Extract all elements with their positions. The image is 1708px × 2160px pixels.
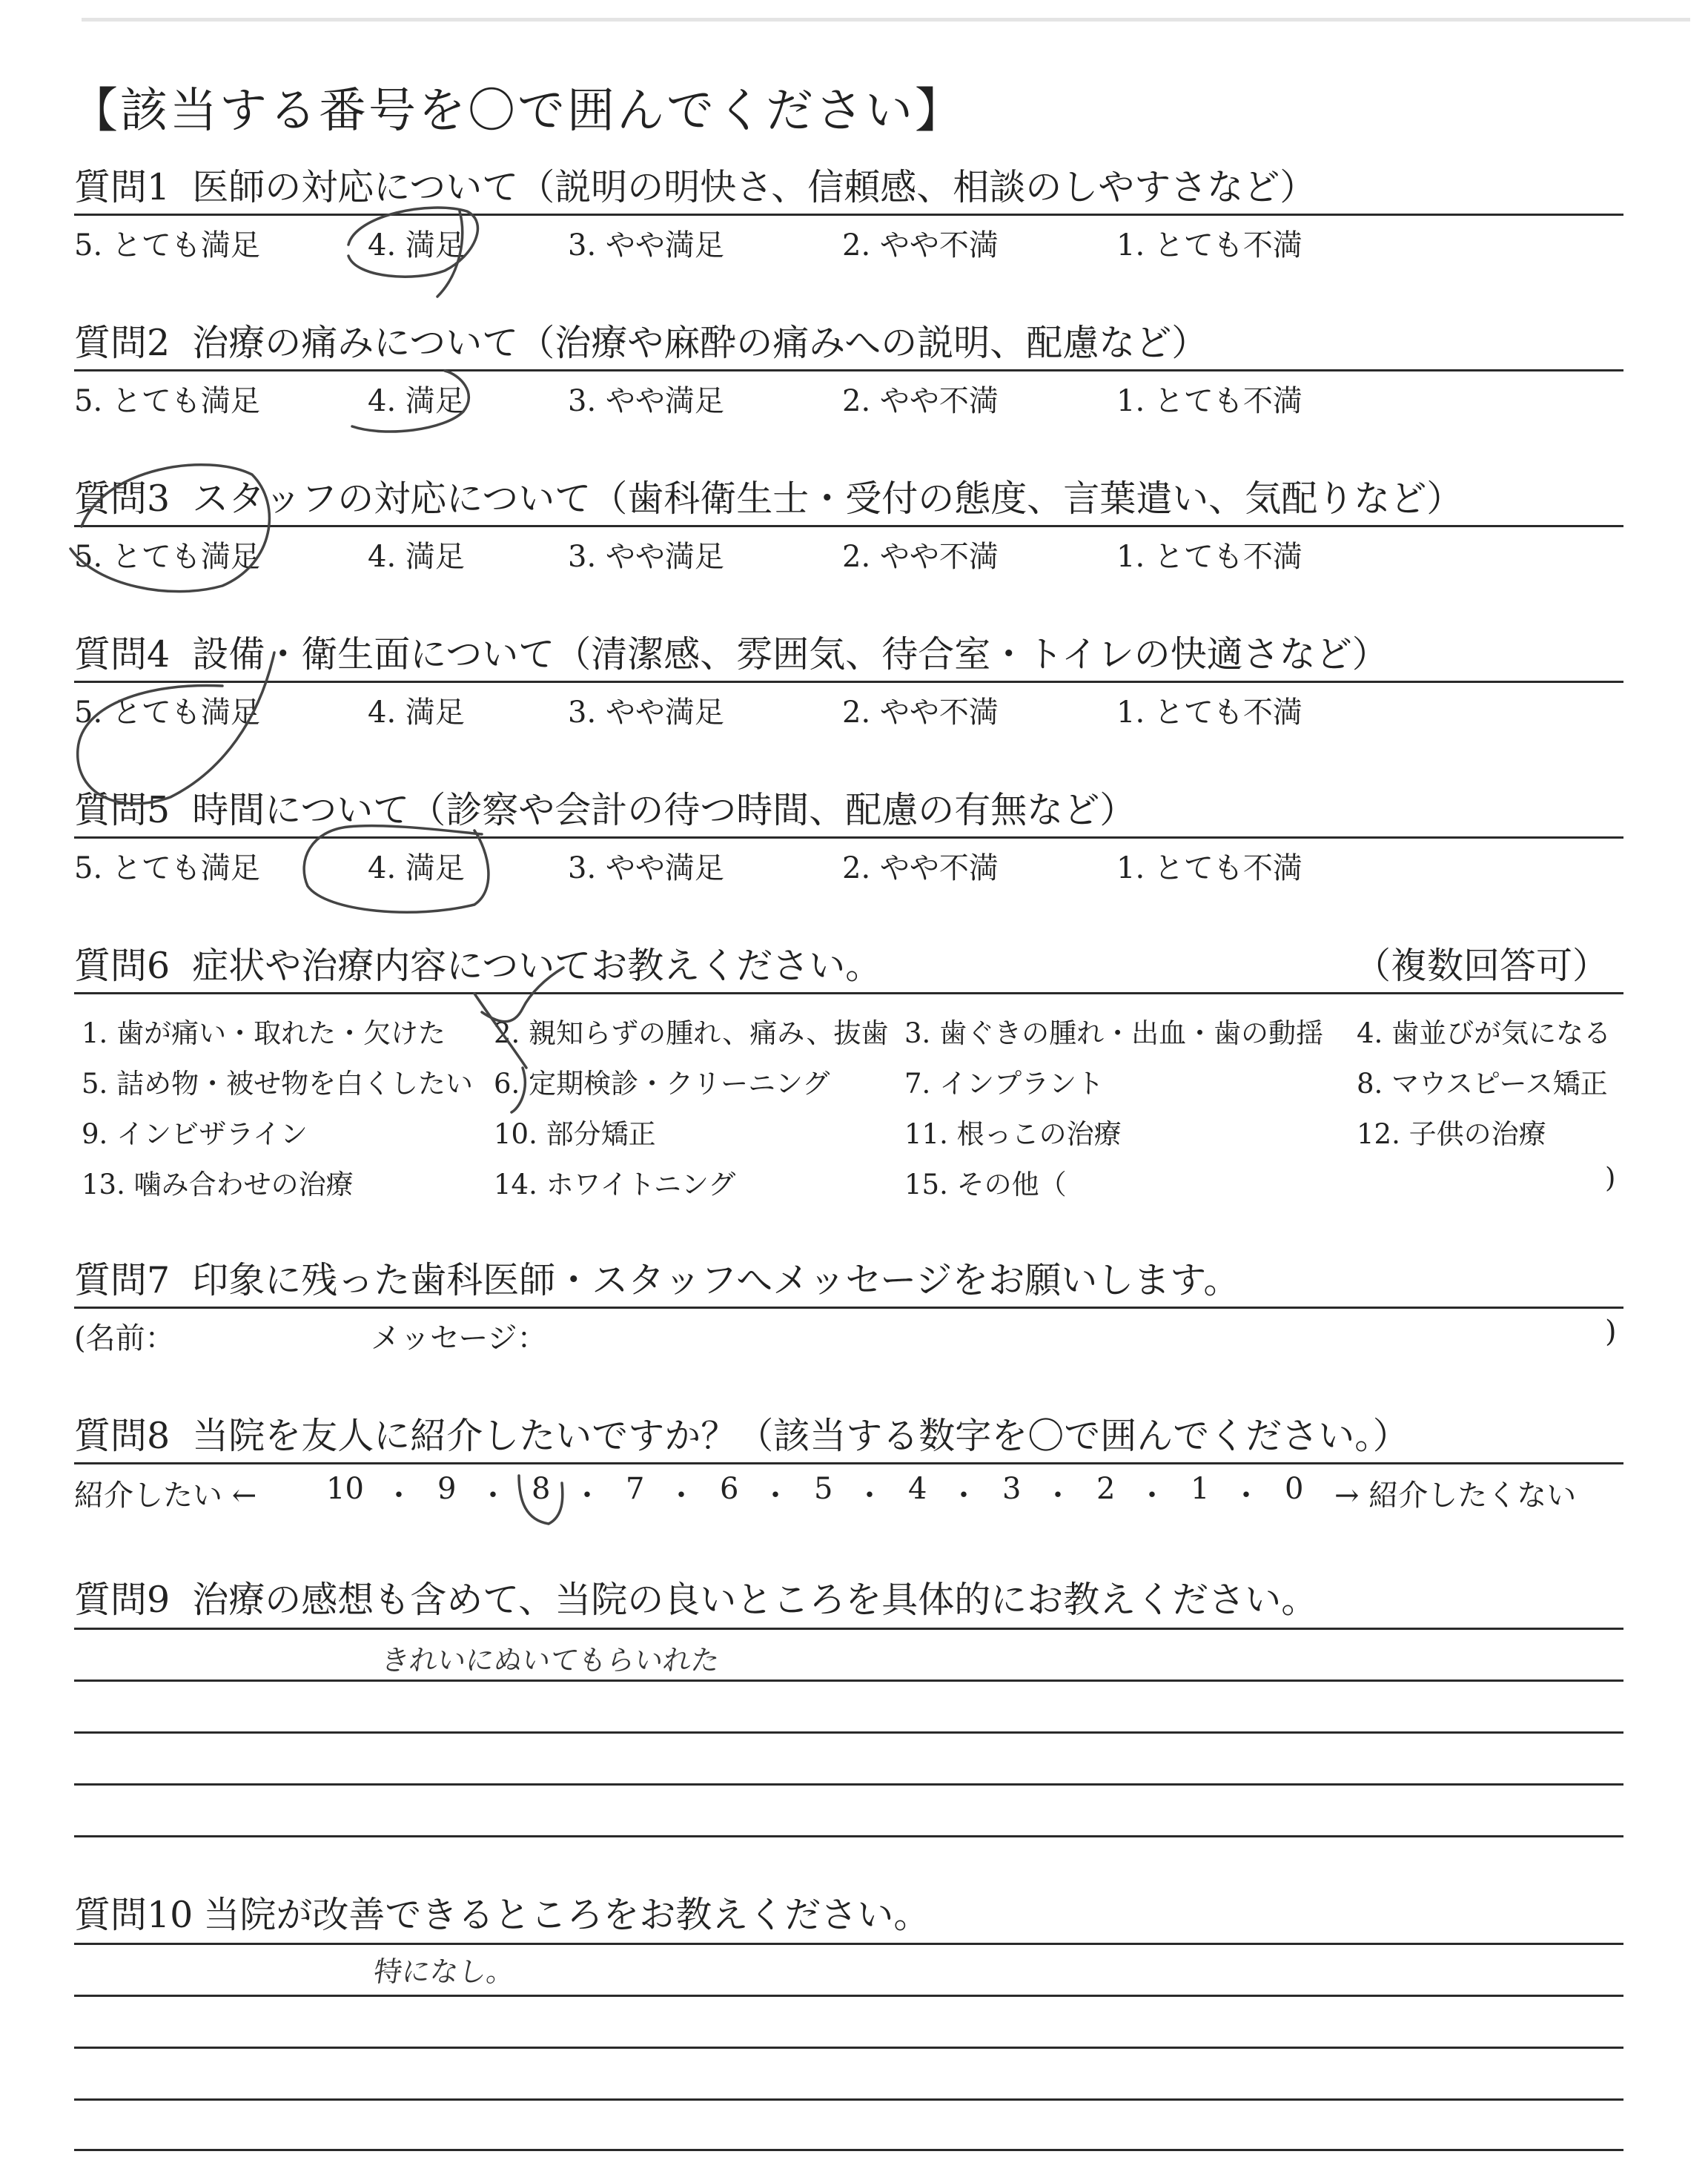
scale-3[interactable]: 3: [1002, 1472, 1022, 1506]
symptom-option-5[interactable]: 5. 詰め物・被せ物を白くしたい: [82, 1068, 474, 1100]
option-somewhat-satisfied[interactable]: 3. やや満足: [568, 851, 724, 885]
question-text: 医師の対応について（説明の明快さ、信頼感、相談のしやすさなど）: [192, 166, 1317, 208]
option-somewhat-satisfied[interactable]: 3. やや満足: [568, 696, 724, 730]
option-somewhat-satisfied[interactable]: 3. やや満足: [568, 228, 724, 262]
question-number: 質問4: [74, 633, 171, 676]
option-very-satisfied[interactable]: 5. とても満足: [74, 228, 260, 262]
symptom-option-11[interactable]: 11. 根っこの治療: [904, 1118, 1122, 1150]
question-text: 治療の痛みについて（治療や麻酔の痛みへの説明、配慮など）: [192, 322, 1208, 364]
question-number: 質問6: [74, 945, 171, 987]
symptom-option-14[interactable]: 14. ホワイトニング: [494, 1169, 736, 1200]
recommend-label: 紹介したい ←: [74, 1479, 257, 1513]
symptom-option-13[interactable]: 13. 噛み合わせの治療: [82, 1169, 354, 1200]
question-number: 質問10: [74, 1894, 193, 1936]
scale-4[interactable]: 4: [908, 1472, 927, 1506]
symptom-option-9[interactable]: 9. インビザライン: [82, 1118, 308, 1150]
recommend-scale: [74, 1464, 1623, 1516]
symptom-option-2[interactable]: 2. 親知らずの腫れ、痛み、抜歯: [494, 1017, 889, 1049]
scale-2[interactable]: 2: [1096, 1472, 1116, 1506]
answer-line[interactable]: [74, 2098, 1623, 2101]
option-satisfied[interactable]: 4. 満足: [368, 228, 465, 262]
option-somewhat-dissatisfied[interactable]: 2. やや不満: [842, 540, 999, 574]
other-close-paren: ): [1605, 1162, 1616, 1194]
scale-sep: ・: [384, 1479, 414, 1513]
symptom-option-15[interactable]: 15. その他（: [904, 1169, 1067, 1200]
scale-8[interactable]: 8: [532, 1472, 551, 1506]
answer-line[interactable]: [74, 1835, 1623, 1837]
answer-line[interactable]: [74, 1680, 1623, 1682]
option-somewhat-satisfied[interactable]: 3. やや満足: [568, 384, 724, 418]
scale-sep: ・: [666, 1479, 696, 1513]
question-number: 質問3: [74, 478, 171, 520]
question-9: [74, 1574, 1623, 1626]
symptom-option-7[interactable]: 7. インプラント: [904, 1068, 1105, 1100]
option-very-satisfied[interactable]: 5. とても満足: [74, 851, 260, 885]
answer-line[interactable]: [74, 1943, 1623, 1945]
answer-line[interactable]: [74, 2047, 1623, 2049]
scan-top-edge: [82, 18, 1690, 22]
scale-sep: ・: [855, 1479, 884, 1513]
symptom-option-1[interactable]: 1. 歯が痛い・取れた・欠けた: [82, 1017, 446, 1049]
scale-sep: ・: [1231, 1479, 1261, 1513]
option-very-dissatisfied[interactable]: 1. とても不満: [1116, 696, 1302, 730]
question-5: [74, 785, 1623, 891]
answer-line[interactable]: [74, 1783, 1623, 1786]
rating-options: [74, 527, 1623, 579]
option-satisfied[interactable]: 4. 満足: [368, 540, 465, 574]
handwritten-answer-q10: 特になし。: [371, 1955, 517, 1988]
option-somewhat-dissatisfied[interactable]: 2. やや不満: [842, 384, 999, 418]
message-label[interactable]: メッセージ：: [371, 1321, 547, 1355]
scale-0[interactable]: 0: [1285, 1472, 1304, 1506]
scale-sep: ・: [1137, 1479, 1167, 1513]
question-3: [74, 473, 1623, 579]
scale-1[interactable]: 1: [1191, 1472, 1210, 1506]
scale-sep: ・: [1043, 1479, 1073, 1513]
answer-line[interactable]: [74, 2149, 1623, 2151]
scale-6[interactable]: 6: [720, 1472, 739, 1506]
answer-line[interactable]: [74, 1628, 1623, 1630]
answer-line[interactable]: [74, 1995, 1623, 1997]
question-text: スタッフの対応について（歯科衛生士・受付の態度、言葉遣い、気配りなど）: [192, 478, 1463, 520]
question-text: 症状や治療内容についてお教えください。: [192, 945, 882, 987]
option-somewhat-satisfied[interactable]: 3. やや満足: [568, 540, 724, 574]
option-somewhat-dissatisfied[interactable]: 2. やや不満: [842, 228, 999, 262]
symptom-option-12[interactable]: 12. 子供の治療: [1357, 1118, 1546, 1150]
option-satisfied[interactable]: 4. 満足: [368, 696, 465, 730]
scale-10[interactable]: 10: [326, 1472, 364, 1506]
option-very-satisfied[interactable]: 5. とても満足: [74, 696, 260, 730]
question-number: 質問2: [74, 322, 171, 364]
question-4: [74, 629, 1623, 735]
question-number: 質問1: [74, 166, 171, 208]
answer-line[interactable]: [74, 1731, 1623, 1734]
question-text: 設備・衛生面について（清潔感、雰囲気、待合室・トイレの快適さなど）: [192, 633, 1388, 676]
handwritten-answer-q9: きれいにぬいてもらいれた: [379, 1644, 722, 1677]
symptom-options: [74, 994, 1623, 1202]
question-text: 当院を友人に紹介したいですか？（該当する数字を〇で囲んでください。）: [192, 1415, 1409, 1457]
question-1: [74, 162, 1623, 268]
question-text: 時間について（診察や会計の待つ時間、配慮の有無など）: [192, 789, 1136, 831]
question-6: [74, 940, 1623, 1202]
option-somewhat-dissatisfied[interactable]: 2. やや不満: [842, 696, 999, 730]
rating-options: [74, 683, 1623, 735]
symptom-option-10[interactable]: 10. 部分矯正: [494, 1118, 656, 1150]
option-very-dissatisfied[interactable]: 1. とても不満: [1116, 851, 1302, 885]
option-somewhat-dissatisfied[interactable]: 2. やや不満: [842, 851, 999, 885]
scale-sep: ・: [572, 1479, 602, 1513]
symptom-option-8[interactable]: 8. マウスピース矯正: [1357, 1068, 1608, 1100]
rating-options: [74, 216, 1623, 268]
symptom-option-3[interactable]: 3. 歯ぐきの腫れ・出血・歯の動揺: [904, 1017, 1324, 1049]
option-very-satisfied[interactable]: 5. とても満足: [74, 384, 260, 418]
option-very-dissatisfied[interactable]: 1. とても不満: [1116, 384, 1302, 418]
rating-options: [74, 371, 1623, 423]
name-label: (名前：: [74, 1321, 175, 1355]
option-very-satisfied[interactable]: 5. とても満足: [74, 540, 260, 574]
question-number: 質問9: [74, 1579, 171, 1621]
scale-sep: ・: [949, 1479, 979, 1513]
question-text: 当院が改善できるところをお教えください。: [203, 1894, 930, 1936]
question-text: 印象に残った歯科医師・スタッフへメッセージをお願いします。: [192, 1259, 1240, 1301]
option-satisfied[interactable]: 4. 満足: [368, 384, 465, 418]
scale-9[interactable]: 9: [437, 1472, 457, 1506]
not-recommend-label: → 紹介したくない: [1334, 1479, 1577, 1513]
question-10: [74, 1889, 1623, 1941]
symptom-option-6[interactable]: 6. 定期検診・クリーニング: [494, 1068, 830, 1100]
option-very-dissatisfied[interactable]: 1. とても不満: [1116, 228, 1302, 262]
question-number: 質問5: [74, 789, 171, 831]
symptom-option-4[interactable]: 4. 歯並びが気になる: [1357, 1017, 1612, 1049]
question-number: 質問7: [74, 1259, 171, 1301]
message-close-paren: ): [1605, 1315, 1617, 1349]
rating-options: [74, 839, 1623, 891]
question-8: [74, 1410, 1623, 1516]
question-2: [74, 317, 1623, 423]
form-header: 【該当する番号を〇で囲んでください】: [70, 84, 964, 139]
message-field: [74, 1309, 1623, 1361]
question-number: 質問8: [74, 1415, 171, 1457]
option-very-dissatisfied[interactable]: 1. とても不満: [1116, 540, 1302, 574]
scale-5[interactable]: 5: [814, 1472, 833, 1506]
option-satisfied[interactable]: 4. 満足: [368, 851, 465, 885]
question-7: [74, 1255, 1623, 1361]
question-text: 治療の感想も含めて、当院の良いところを具体的にお教えください。: [192, 1579, 1318, 1621]
multiple-answers-note: （複数回答可）: [1354, 945, 1609, 987]
scale-sep: ・: [761, 1479, 790, 1513]
scale-sep: ・: [478, 1479, 508, 1513]
scale-7[interactable]: 7: [626, 1472, 645, 1506]
